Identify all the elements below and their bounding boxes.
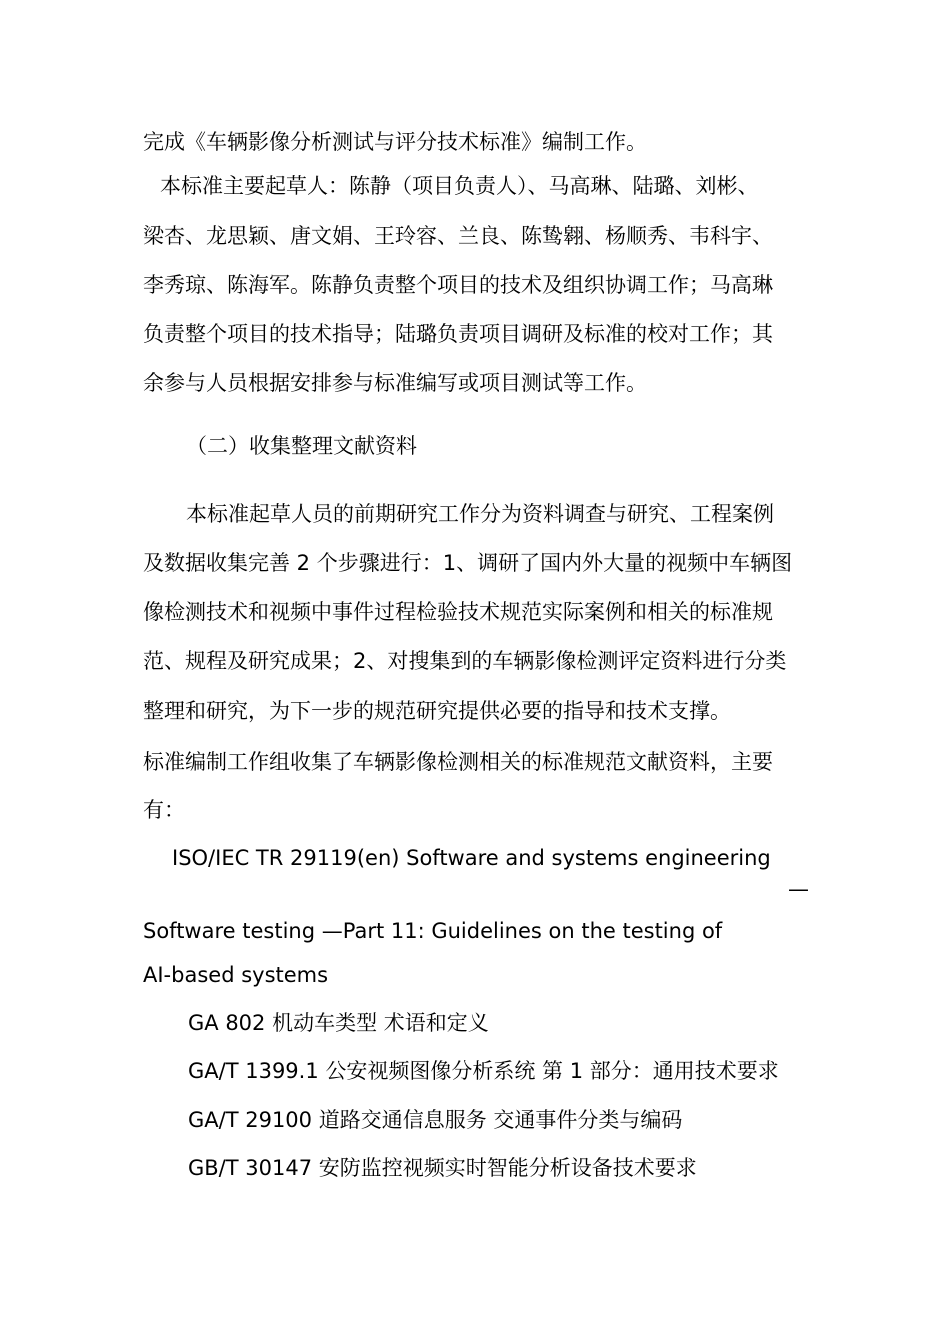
text-line: 李秀琼、陈海军。陈静负责整个项目的技术及组织协调工作；马高琳 (143, 273, 773, 297)
text-line: 负责整个项目的技术指导；陆璐负责项目调研及标准的校对工作；其 (143, 322, 773, 346)
text-line: 余参与人员根据安排参与标准编写或项目测试等工作。 (143, 371, 647, 395)
reference-item: ISO/IEC TR 29119(en) Software and systems engineering (172, 846, 771, 870)
reference-item: GA 802 机动车类型 术语和定义 (188, 1011, 489, 1035)
text-line: 完成《车辆影像分析测试与评分技术标准》编制工作。 (143, 130, 647, 154)
section-heading: （二）收集整理文献资料 (186, 434, 417, 458)
reference-item: Software testing —Part 11: Guidelines on the testing of (143, 919, 723, 943)
text-line: 标准编制工作组收集了车辆影像检测相关的标准规范文献资料，主要 (143, 750, 773, 774)
text-line: 本标准起草人员的前期研究工作分为资料调查与研究、工程案例 (186, 502, 774, 526)
text-line: 整理和研究，为下一步的规范研究提供必要的指导和技术支撑。 (143, 699, 731, 723)
text-line: 及数据收集完善 2 个步骤进行：1、调研了国内外大量的视频中车辆图 (143, 551, 793, 575)
reference-item: GB/T 30147 安防监控视频实时智能分析设备技术要求 (188, 1156, 697, 1180)
text-line: 本标准主要起草人：陈静（项目负责人）、马高琳、陆璐、刘彬、 (160, 174, 759, 198)
text-line: 像检测技术和视频中事件过程检验技术规范实际案例和相关的标准规 (143, 600, 773, 624)
text-line: 有： (143, 798, 185, 822)
reference-item: GA/T 29100 道路交通信息服务 交通事件分类与编码 (188, 1108, 683, 1132)
text-line: 梁杏、龙思颖、唐文娟、王玲容、兰良、陈鸷翱、杨顺秀、韦科宇、 (143, 224, 773, 248)
text-line: 范、规程及研究成果；2、对搜集到的车辆影像检测评定资料进行分类 (143, 649, 787, 673)
reference-item: AI-based systems (143, 963, 329, 987)
reference-dash: — (788, 877, 809, 901)
reference-item: GA/T 1399.1 公安视频图像分析系统 第 1 部分：通用技术要求 (188, 1059, 779, 1083)
